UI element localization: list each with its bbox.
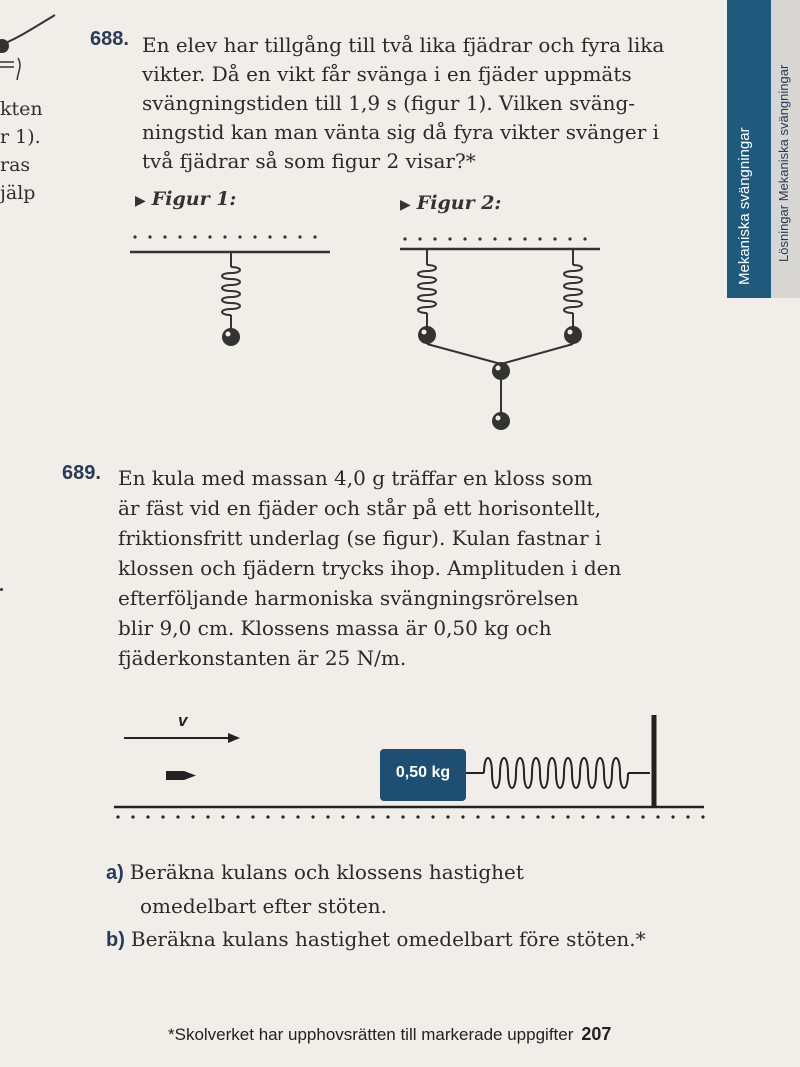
problem-689-line-3: friktionsfritt underlag (se figur). Kulan fastnar i (118, 526, 602, 550)
problem-689-line-1: En kula med massan 4,0 g träffar en kloss som (118, 466, 593, 490)
problem-689-line-5: efterföljande harmoniska svängningsrörelsen (118, 586, 579, 610)
problem-689-line-6: blir 9,0 cm. Klossens massa är 0,50 kg och (118, 616, 552, 640)
prev-column-line-1: kten (0, 98, 43, 120)
problem-689-number: 689. (62, 462, 101, 484)
prev-column-line-2: r 1). (0, 126, 41, 148)
question-a-line-1: Beräkna kulans och klossens hastighet (129, 860, 524, 884)
string-left (427, 344, 501, 364)
copyright-note: *Skolverket har upphovsrätten till markerade uppgifter (168, 1025, 574, 1044)
problem-689-line-2: är fäst vid en fjäder och står på ett horisontellt, (118, 496, 601, 520)
ceiling-dots (403, 237, 586, 240)
weight-right (564, 326, 582, 344)
left-spring (418, 249, 436, 329)
spring (222, 252, 240, 331)
prev-column-dot (0, 588, 3, 591)
weight-middle (492, 362, 510, 380)
problem-688-line-5: två fjädrar så som figur 2 visar?* (142, 149, 476, 173)
page-number: 207 (581, 1024, 612, 1044)
prev-figure-fragment (0, 10, 60, 80)
problem-688-line-1: En elev har tillgång till två lika fjädrar och fyra lika (142, 33, 665, 57)
question-a-label: a) (106, 862, 124, 884)
problem-688-line-2: vikter. Då en vikt får svänga i en fjäder uppmäts (142, 62, 632, 86)
side-tab-sub-text: Lösningar Mekaniska svängningar (776, 64, 791, 262)
velocity-label: v (178, 711, 188, 730)
question-b (106, 927, 646, 952)
prev-column-line-3: ras (0, 154, 31, 176)
weight (222, 328, 240, 346)
page-footer (168, 1024, 611, 1045)
floor-dots (116, 815, 704, 818)
question-b-text: Beräkna kulans hastighet omedelbart före stöten.* (130, 927, 646, 951)
problem-688-number: 688. (90, 28, 129, 50)
problem-688-line-4: ningstid kan man vänta sig då fyra vikter svänger i (142, 120, 660, 144)
bullet (166, 771, 184, 780)
prev-column-line-4: jälp (0, 182, 36, 204)
problem-689-line-4: klossen och fjädern trycks ihop. Amplituden i den (118, 556, 622, 580)
right-spring (564, 249, 582, 329)
string-right (501, 344, 573, 364)
figure-1-diagram (125, 225, 335, 355)
ceiling-dots (133, 235, 316, 238)
weight-bottom (492, 412, 510, 430)
question-b-label: b) (106, 929, 125, 951)
figure-1-label: ▶ Figur 1: (135, 188, 237, 210)
weight-left (418, 326, 436, 344)
question-a-line-2: omedelbart efter stöten. (140, 894, 388, 918)
question-a (106, 860, 524, 885)
problem-688-line-3: svängningstiden till 1,9 s (figur 1). Vilken sväng- (142, 91, 636, 115)
side-tab-main-text: Mekaniska svängningar (736, 127, 753, 285)
figure-2-label: ▶ Figur 2: (400, 192, 502, 214)
figure-2-diagram (395, 225, 610, 440)
problem-689-line-7: fjäderkonstanten är 25 N/m. (118, 646, 407, 670)
horizontal-spring (466, 758, 650, 788)
block-mass-label: 0,50 kg (395, 764, 451, 781)
